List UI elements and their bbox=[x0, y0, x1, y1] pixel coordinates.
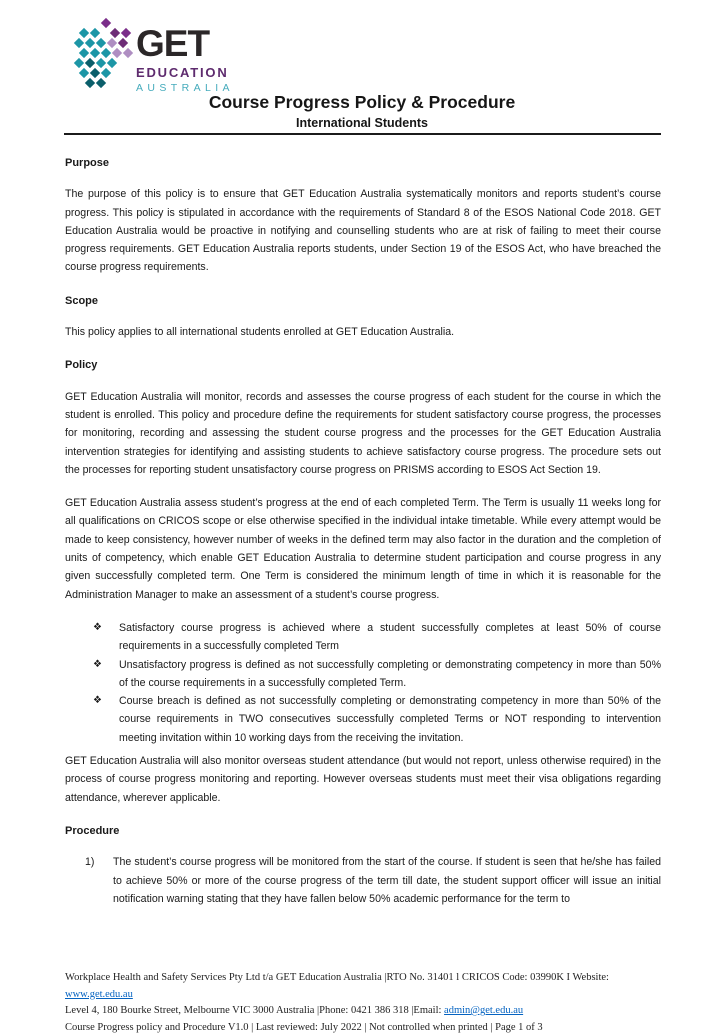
policy-bullet-list bbox=[65, 619, 661, 747]
document-body bbox=[65, 154, 661, 908]
page-subtitle: International Students bbox=[0, 116, 724, 130]
scope-paragraph: This policy applies to all international students enrolled at GET Education Australia. bbox=[65, 323, 661, 341]
logo-australia-text: AUSTRALIA bbox=[136, 82, 336, 94]
footer-address-text: Level 4, 180 Bourke Street, Melbourne VIC 3000 Australia |Phone: 0421 386 318 |Email: bbox=[65, 1005, 444, 1016]
list-item bbox=[93, 619, 661, 656]
policy-paragraph-2: GET Education Australia assess student’s progress at the end of each completed Term. The Term is usually 11 weeks long for all qualifications on CRICOS scope or else otherwise specified in the individual intake timetable. While every attempt would be made to keep consistency, however number of weeks in the defined term may also factor in the duration and the completion of units of competency, which enable GET Education Australia to determine student participation and course progress in any given successfully completed term. One Term is considered the minimum length of time in which it is reasonable for the Administration Manager to make an assessment of a student’s course progress. bbox=[65, 494, 661, 604]
purpose-paragraph: The purpose of this policy is to ensure that GET Education Australia systematically monitors and reports student’s course progress. This policy is stipulated in accordance with the requirements of Standard 8 of the ESOS National Code 2018. GET Education Australia would be proactive in notifying and counselling students who are at risk of failing to meet their course progress requirements. GET Education Australia reports students, under Section 19 of the ESOS Act, who have breached the course progress requirements. bbox=[65, 185, 661, 276]
policy-paragraph-3: GET Education Australia will also monitor overseas student attendance (but would not report, unless otherwise required) in the process of course progress monitoring and reporting. However overseas students must meet their visa obligations regarding attendance, wherever applicable. bbox=[65, 752, 661, 807]
purpose-heading: Purpose bbox=[65, 154, 661, 172]
procedure-item-number: 1) bbox=[85, 853, 113, 908]
diamond-bullet-icon: ❖ bbox=[93, 656, 119, 693]
logo-wordmark: GET bbox=[136, 25, 336, 62]
get-logo-text bbox=[136, 25, 336, 94]
document-footer bbox=[65, 970, 665, 1036]
diamond-bullet-icon: ❖ bbox=[93, 692, 119, 747]
bullet-text-course-breach: Course breach is defined as not successfully completing or demonstrating competency in more than 50% of the course requirements in TWO consecutives successfully completed Terms or NOT responding to intervention meeting invitation within 10 working days from the receiving the invitation. bbox=[119, 692, 661, 747]
logo-education-text: EDUCATION bbox=[136, 65, 336, 80]
diamond-bullet-icon: ❖ bbox=[93, 619, 119, 656]
footer-line-2 bbox=[65, 1003, 665, 1020]
procedure-heading: Procedure bbox=[65, 822, 661, 840]
policy-paragraph-1: GET Education Australia will monitor, records and assesses the course progress of each student for the course in which the student is enrolled. This policy and procedure define the requirements for student satisfactory course progress, the processes for monitoring, recording and assessing the student course progress and the processes for the GET Education Australia intervention strategies for identifying and assisting students to achieve satisfactory course progress. The procedure sets out the processes for reporting student unsatisfactory course progress on PRISMS according to ESOS Act Section 19. bbox=[65, 388, 661, 479]
get-logo-diamond-mark bbox=[76, 18, 132, 90]
footer-line-3: Course Progress policy and Procedure V1.0 | Last reviewed: July 2022 | Not controlled when printed | Page 1 of 3 bbox=[65, 1020, 665, 1036]
page-title: Course Progress Policy & Procedure bbox=[0, 92, 724, 113]
bullet-text-satisfactory: Satisfactory course progress is achieved where a student successfully completes at least 50% of course requirements in a successfully completed Term bbox=[119, 619, 661, 656]
website-link[interactable]: www.get.edu.au bbox=[65, 989, 133, 1000]
procedure-item-text: The student’s course progress will be monitored from the start of the course. If student is seen that he/she has failed to achieve 50% or more of the course progress of the term till date, the student support officer will issue an initial notification warning stating that they have fallen below 50% academic performance for the term to bbox=[113, 853, 661, 908]
policy-heading: Policy bbox=[65, 356, 661, 374]
list-item bbox=[93, 656, 661, 693]
bullet-text-unsatisfactory: Unsatisfactory progress is defined as not successfully completing or demonstrating competency in more than 50% of the course requirements in a successfully completed Term. bbox=[119, 656, 661, 693]
list-item bbox=[93, 692, 661, 747]
scope-heading: Scope bbox=[65, 292, 661, 310]
procedure-item-1 bbox=[85, 853, 661, 908]
footer-line-1 bbox=[65, 970, 665, 1003]
email-link[interactable]: admin@get.edu.au bbox=[444, 1005, 523, 1016]
header-divider bbox=[64, 133, 661, 135]
footer-company-text: Workplace Health and Safety Services Pty Ltd t/a GET Education Australia |RTO No. 31401 l CRICOS Code: 03990K I Website: bbox=[65, 972, 609, 983]
